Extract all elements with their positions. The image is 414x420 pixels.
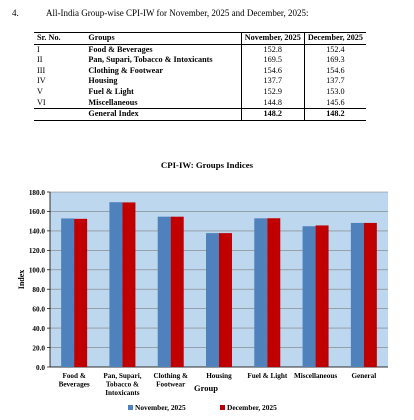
november-value: 152.8 — [241, 44, 304, 55]
legend-label-december: December, 2025 — [227, 403, 277, 412]
legend-label-november: November, 2025 — [135, 403, 186, 412]
y-tick-label: 20.0 — [32, 344, 45, 353]
bar-november — [61, 218, 74, 367]
y-tick-label: 40.0 — [32, 324, 45, 333]
x-tick-label — [247, 372, 288, 380]
x-tick-label — [294, 372, 337, 380]
y-tick-label: 120.0 — [28, 247, 45, 256]
group-cell: Fuel & Light — [88, 86, 134, 96]
bar-december — [267, 218, 280, 367]
group-cell: Clothing & Footwear — [88, 65, 163, 75]
bar-november — [303, 226, 316, 367]
y-tick-label: 80.0 — [32, 286, 45, 295]
group-cell: Miscellaneous — [88, 97, 138, 107]
legend-swatch-december — [220, 405, 225, 410]
december-value: 169.3 — [304, 55, 366, 66]
bar-december — [364, 223, 377, 367]
x-tick-label-line: Tobacco & — [105, 380, 139, 389]
bar-november — [351, 223, 364, 367]
november-value: 144.8 — [241, 98, 304, 109]
x-tick-label-line: Fuel & Light — [247, 372, 288, 380]
bar-november — [109, 202, 122, 367]
bar-december — [219, 233, 232, 367]
x-tick-label-line: Miscellaneous — [294, 372, 338, 380]
november-value: 154.6 — [241, 66, 304, 77]
x-tick-label — [103, 372, 141, 397]
table-row — [34, 55, 366, 66]
y-tick-label: 140.0 — [28, 227, 45, 236]
y-tick-label: 180.0 — [28, 188, 45, 197]
legend — [128, 403, 277, 412]
bar-november — [206, 233, 219, 367]
group-cell: Pan, Supari, Tobacco & Intoxicants — [88, 55, 213, 65]
legend-swatch-november — [128, 405, 133, 410]
header-december: December, 2025 — [304, 33, 366, 45]
december-value: 152.4 — [304, 44, 366, 55]
x-tick-label-line: Beverages — [58, 380, 90, 389]
table-header-row — [34, 33, 366, 45]
y-tick-label: 160.0 — [28, 208, 45, 217]
group-cell: Housing — [88, 76, 118, 86]
sr-no-cell: IV — [37, 76, 46, 86]
chart-title: CPI-IW: Groups Indices — [160, 160, 254, 170]
bar-november — [158, 217, 171, 367]
x-tick-label — [206, 372, 232, 380]
x-axis-label: Group — [194, 383, 218, 393]
x-tick-label — [351, 372, 376, 380]
x-tick-label-line: Housing — [206, 372, 232, 380]
bar-december — [171, 217, 184, 367]
table-row — [34, 76, 366, 87]
table-row — [34, 44, 366, 55]
november-value: 152.9 — [241, 87, 304, 98]
sr-no-cell: III — [37, 65, 46, 75]
november-value: 137.7 — [241, 76, 304, 87]
general-index-row — [34, 109, 366, 121]
bar-december — [316, 225, 329, 367]
bar-november — [254, 218, 267, 367]
x-tick-label-line: General — [351, 372, 377, 380]
table-row — [34, 87, 366, 98]
december-value: 148.2 — [304, 109, 366, 121]
sr-no-cell: II — [37, 55, 43, 65]
group-cell: General Index — [85, 109, 241, 121]
december-value: 137.7 — [304, 76, 366, 87]
x-tick-label — [59, 372, 90, 389]
intro-line — [12, 8, 309, 18]
table-row — [34, 66, 366, 77]
december-value: 145.6 — [304, 98, 366, 109]
table-row — [34, 98, 366, 109]
header-sr-no: Sr. No. — [34, 33, 85, 45]
december-value: 154.6 — [304, 66, 366, 77]
sr-no-cell — [34, 109, 85, 121]
november-value: 169.5 — [241, 55, 304, 66]
header-november: November, 2025 — [241, 33, 304, 45]
y-tick-label: 100.0 — [28, 266, 45, 275]
december-value: 153.0 — [304, 87, 366, 98]
bar-december — [122, 202, 135, 367]
x-tick-label-line: Clothing & — [153, 372, 188, 380]
bar-december — [74, 219, 87, 367]
x-tick-label-line: Intoxicants — [105, 389, 140, 398]
bar-chart — [0, 176, 414, 420]
sr-no-cell: I — [37, 44, 40, 54]
header-groups: Groups — [85, 33, 241, 45]
sr-no-cell: V — [37, 86, 43, 96]
section-number: 4. — [12, 8, 19, 18]
y-tick-label: 60.0 — [32, 305, 45, 314]
section-heading: All-India Group-wise CPI-IW for November, 2025 and December, 2025: — [46, 8, 309, 18]
x-tick-label-line: Footwear — [156, 380, 186, 389]
x-tick-label-line: Pan, Supari, — [103, 372, 142, 380]
x-tick-label-line: Food & — [62, 372, 86, 380]
y-axis-label: Index — [17, 269, 26, 290]
group-cell: Food & Beverages — [88, 44, 153, 54]
cpi-table — [34, 32, 366, 121]
sr-no-cell: VI — [37, 97, 46, 107]
november-value: 148.2 — [241, 109, 304, 121]
y-tick-label: 0.0 — [36, 363, 45, 372]
x-tick-label — [153, 372, 188, 389]
